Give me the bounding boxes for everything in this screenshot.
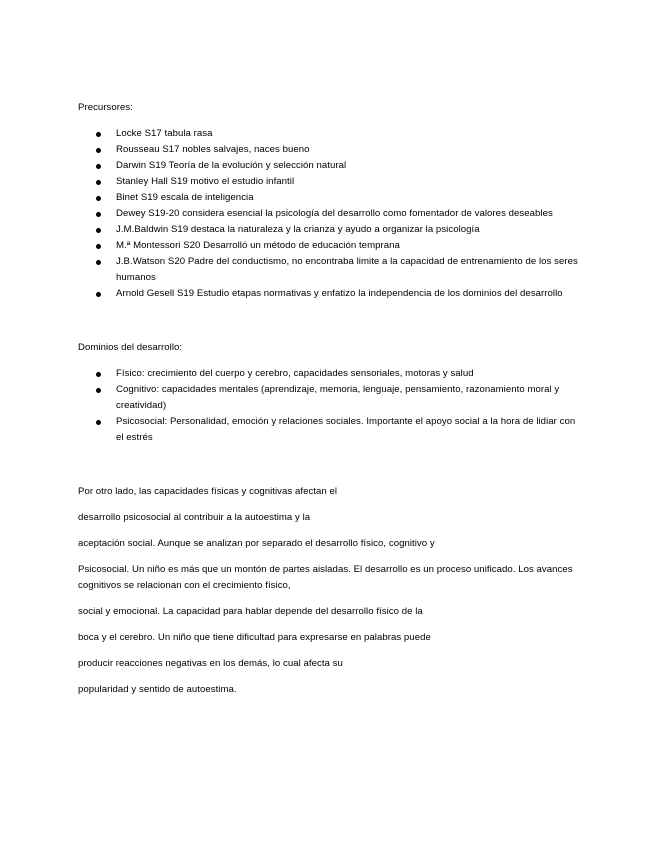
list-item [78, 190, 578, 206]
paragraph: social y emocional. La capacidad para hablar depende del desarrollo físico de la [78, 606, 423, 617]
paragraph: producir reacciones negativas en los demás, lo cual afecta su [78, 658, 343, 669]
bullet-icon [96, 228, 101, 233]
list-item [78, 222, 578, 238]
paragraph: popularidad y sentido de autoestima. [78, 684, 237, 695]
bullet-icon [96, 148, 101, 153]
heading-precursores: Precursores: [78, 102, 133, 113]
list-item-text: Darwin S19 Teoría de la evolución y selección natural [116, 160, 347, 171]
list-precursores [78, 126, 578, 302]
list-item-text: Rousseau S17 nobles salvajes, naces bueno [116, 144, 310, 155]
bullet-icon [96, 164, 101, 169]
paragraph: desarrollo psicosocial al contribuir a la autoestima y la [78, 512, 311, 523]
bullet-icon [96, 244, 101, 249]
list-item [78, 158, 578, 174]
paragraph: boca y el cerebro. Un niño que tiene dificultad para expresarse en palabras puede [78, 632, 431, 643]
list-item [78, 206, 578, 222]
document-content [78, 100, 578, 708]
list-item [78, 126, 578, 142]
list-item-text: Arnold Gesell S19 Estudio etapas normativas y enfatizo la independencia de los dominios del desarrollo [116, 288, 563, 299]
paragraph: Psicosocial. Un niño es más que un montón de partes aisladas. El desarrollo es un proceso unificado. Los avances cognitivos se relacionan con el crecimiento físico, [78, 564, 573, 591]
list-item [78, 238, 578, 254]
list-item-text: Dewey S19-20 considera esencial la psicología del desarrollo como fomentador de valores deseables [116, 208, 553, 219]
list-item-text: Cognitivo: capacidades mentales (aprendizaje, memoria, lenguaje, pensamiento, razonamiento moral y creatividad) [116, 384, 560, 411]
heading-dominios: Dominios del desarrollo: [78, 342, 183, 353]
list-item-text: J.M.Baldwin S19 destaca la naturaleza y la crianza y ayudo a organizar la psicología [116, 224, 480, 235]
section-paragraphs [78, 484, 578, 698]
list-item [78, 142, 578, 158]
list-item-text: Locke S17 tabula rasa [116, 128, 213, 139]
bullet-icon [96, 132, 101, 137]
paragraph: Por otro lado, las capacidades físicas y cognitivas afectan el [78, 486, 338, 497]
paragraph: aceptación social. Aunque se analizan por separado el desarrollo físico, cognitivo y [78, 538, 435, 549]
section-dominios [78, 340, 578, 446]
list-item-text: Físico: crecimiento del cuerpo y cerebro, capacidades sensoriales, motoras y salud [116, 368, 474, 379]
list-item-text: Stanley Hall S19 motivo el estudio infantil [116, 176, 295, 187]
section-precursores [78, 100, 578, 302]
list-item-text: J.B.Watson S20 Padre del conductismo, no encontraba limite a la capacidad de entrenamiento de los seres humanos [116, 256, 578, 283]
bullet-icon [96, 292, 101, 297]
bullet-icon [96, 196, 101, 201]
list-item-text: Psicosocial: Personalidad, emoción y relaciones sociales. Importante el apoyo social a la hora de lidiar con el estrés [116, 416, 576, 443]
list-item [78, 254, 578, 286]
list-item [78, 174, 578, 190]
bullet-icon [96, 180, 101, 185]
bullet-icon [96, 388, 101, 393]
list-item [78, 286, 578, 302]
list-item [78, 414, 578, 446]
bullet-icon [96, 260, 101, 265]
bullet-icon [96, 420, 101, 425]
list-item-text: M.ª Montessori S20 Desarrolló un método de educación temprana [116, 240, 400, 251]
list-item-text: Binet S19 escala de inteligencia [116, 192, 254, 203]
list-item [78, 382, 578, 414]
bullet-icon [96, 372, 101, 377]
list-dominios [78, 366, 578, 446]
bullet-icon [96, 212, 101, 217]
list-item [78, 366, 578, 382]
